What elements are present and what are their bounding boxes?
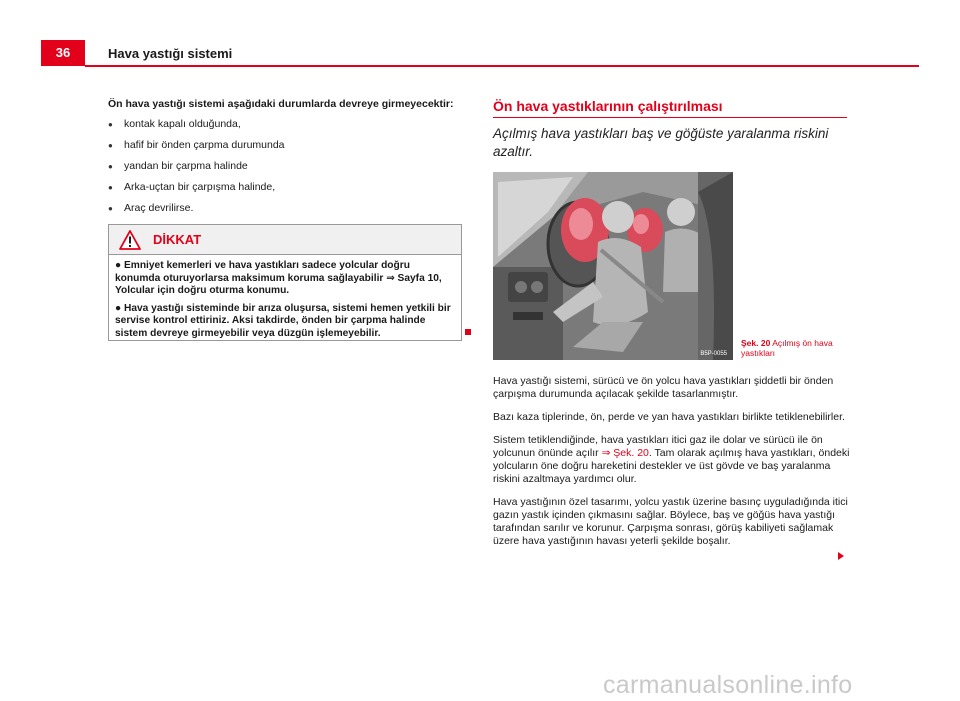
continue-arrow-icon <box>838 552 844 560</box>
page-number: 36 <box>41 40 85 66</box>
warning-box <box>108 224 462 341</box>
figure-reference-link[interactable]: ⇒ Şek. 20 <box>601 447 649 459</box>
body-paragraph: Hava yastığı sistemi, sürücü ve ön yolcu hava yastıkları şiddetli bir önden çarpışma durumunda açılacak şekilde tasarlanmıştır. <box>493 375 834 400</box>
section-title: Ön hava yastıklarının çalıştırılması <box>493 98 723 114</box>
airbag-illustration <box>493 172 733 360</box>
list-item: ● Arka-uçtan bir çarpışma halinde, <box>108 181 468 194</box>
warning-header <box>109 225 461 255</box>
list-item: ● Araç devrilirse. <box>108 202 468 215</box>
body-text-segment: Sistem tetiklendiğinde, hava yastıkları itici gaz ile dolar ve sürücü ile ön yolcunun önünde açılır <box>493 434 823 459</box>
warning-paragraph: ● Hava yastığı sisteminde bir arıza oluşursa, sistemi hemen yetkili bir servise kontrol ettiriniz. Aksi takdirde, önden bir çarpma halinde sistem devreye girmeyebilir veya düzgün işlemeyebilir. <box>115 302 451 339</box>
body-paragraph <box>493 434 853 486</box>
left-column <box>108 98 468 223</box>
warning-body <box>109 255 461 341</box>
caption-text: Açılmış ön hava yastıkları <box>741 338 833 358</box>
body-paragraph: Bazı kaza tiplerinde, ön, perde ve yan hava yastıkları birlikte tetiklenebilirler. <box>493 411 845 423</box>
figure-code: B5P-0055 <box>700 351 727 357</box>
body-paragraph: Hava yastığının özel tasarımı, yolcu yastık üzerine basınç uyguladığında itici gazın yastık içinden çıkmasını sağlar. Böylece, baş ve göğüs hava yastığı tarafından sarılır ve korunur. Çarpışma sonrası, görüş kabiliyeti sağlamak üzere hava yastığının havası yeterli şekilde boşalır. <box>493 496 848 547</box>
section-lead: Açılmış hava yastıkları baş ve göğüste yaralanma riskini azaltır. <box>493 126 829 159</box>
warning-triangle-icon <box>119 230 141 250</box>
figure-caption <box>741 338 856 358</box>
page-header-title: Hava yastığı sistemi <box>108 46 233 61</box>
section-rule <box>493 117 847 118</box>
airbag-figure-drawing <box>493 172 733 360</box>
body-text <box>493 375 853 558</box>
intro-text: Ön hava yastığı sistemi aşağıdaki durumlarda devreye girmeyecektir: <box>108 98 454 110</box>
list-item: ● yandan bir çarpma halinde <box>108 160 468 173</box>
watermark: carmanualsonline.info <box>603 671 853 699</box>
header-rule <box>85 65 919 67</box>
list-item: ● kontak kapalı olduğunda, <box>108 118 468 131</box>
condition-list <box>108 118 468 215</box>
list-item: ● hafif bir önden çarpma durumunda <box>108 139 468 152</box>
caption-label: Şek. 20 <box>741 338 771 348</box>
end-marker <box>465 329 471 335</box>
warning-paragraph: ● Emniyet kemerleri ve hava yastıkları sadece yolcular doğru konumda oturuyorlarsa maksimum koruma sağlayabilir ⇒ Sayfa 10, Yolcular için doğru oturma konumu. <box>115 260 442 297</box>
warning-title: DİKKAT <box>153 232 202 247</box>
body-text-segment: . Tam olarak açılmış hava yastıkları, öndeki yolcuların öne doğru hareketini destekler ve üst gövde ve baş yaralanma riskini azaltmaya yardımcı olur. <box>493 447 850 485</box>
